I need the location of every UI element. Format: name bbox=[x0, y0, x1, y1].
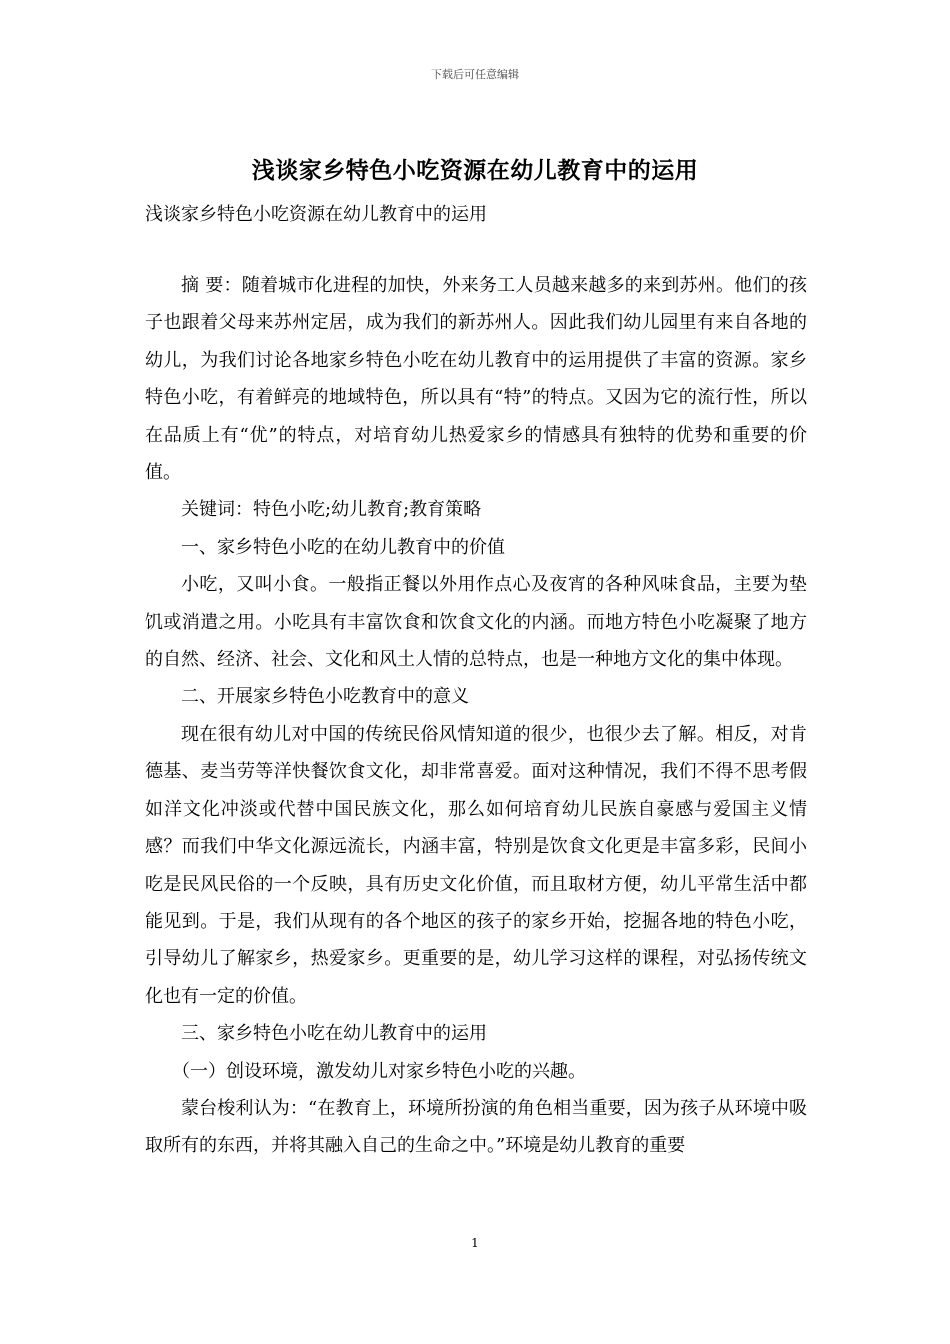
keywords-paragraph: 关键词：特色小吃;幼儿教育;教育策略 bbox=[181, 499, 482, 521]
section-heading-3: 三、家乡特色小吃在幼儿教育中的运用 bbox=[181, 1023, 487, 1045]
body-paragraph: 小吃，又叫小食。一般指正餐以外用作点心及夜宵的各种风味食品，主要为垫饥或消遣之用。小吃具有丰富饮食和饮食文化的内涵。而地方特色小吃凝聚了地方的自然、经济、社会、文化和风土人情的总特点，也是一种地方文化的集中体现。 bbox=[145, 574, 807, 671]
header-note: 下载后可任意编辑 bbox=[431, 68, 519, 81]
body-paragraph: 蒙台梭利认为：“在教育上，环境所扮演的角色相当重要，因为孩子从环境中吸取所有的东西，并将其融入自己的生命之中。”环境是幼儿教育的重要 bbox=[145, 1097, 807, 1157]
page-number: 1 bbox=[471, 1236, 479, 1250]
page-title: 浅谈家乡特色小吃资源在幼儿教育中的运用 bbox=[251, 158, 699, 184]
section-heading-1: 一、家乡特色小吃的在幼儿教育中的价值 bbox=[181, 536, 505, 558]
subsection-heading-1: （一）创设环境，激发幼儿对家乡特色小吃的兴趣。 bbox=[172, 1060, 586, 1082]
abstract-paragraph: 摘 要：随着城市化进程的加快，外来务工人员越来越多的来到苏州。他们的孩子也跟着父母来苏州定居，成为我们的新苏州人。因此我们幼儿园里有来自各地的幼儿，为我们讨论各地家乡特色小吃在幼儿教育中的运用提供了丰富的资源。家乡特色小吃，有着鲜亮的地域特色，所以具有“特”的特点。又因为它的流行性，所以在品质上有“优”的特点，对培育幼儿热爱家乡的情感具有独特的优势和重要的价值。 bbox=[145, 275, 807, 484]
document-body bbox=[145, 267, 807, 1165]
section-heading-2: 二、开展家乡特色小吃教育中的意义 bbox=[181, 686, 469, 708]
body-paragraph: 现在很有幼儿对中国的传统民俗风情知道的很少，也很少去了解。相反，对肯德基、麦当劳等洋快餐饮食文化，却非常喜爱。面对这种情况，我们不得不思考假如洋文化冲淡或代替中国民族文化，那么如何培育幼儿民族自豪感与爱国主义情感？而我们中华文化源远流长，内涵丰富，特别是饮食文化更是丰富多彩，民间小吃是民风民俗的一个反映，具有历史文化价值，而且取材方便，幼儿平常生活中都能见到。于是，我们从现有的各个地区的孩子的家乡开始，挖掘各地的特色小吃，引导幼儿了解家乡，热爱家乡。更重要的是，幼儿学习这样的课程，对弘扬传统文化也有一定的价值。 bbox=[145, 723, 807, 1007]
document-subtitle: 浅谈家乡特色小吃资源在幼儿教育中的运用 bbox=[145, 204, 487, 225]
